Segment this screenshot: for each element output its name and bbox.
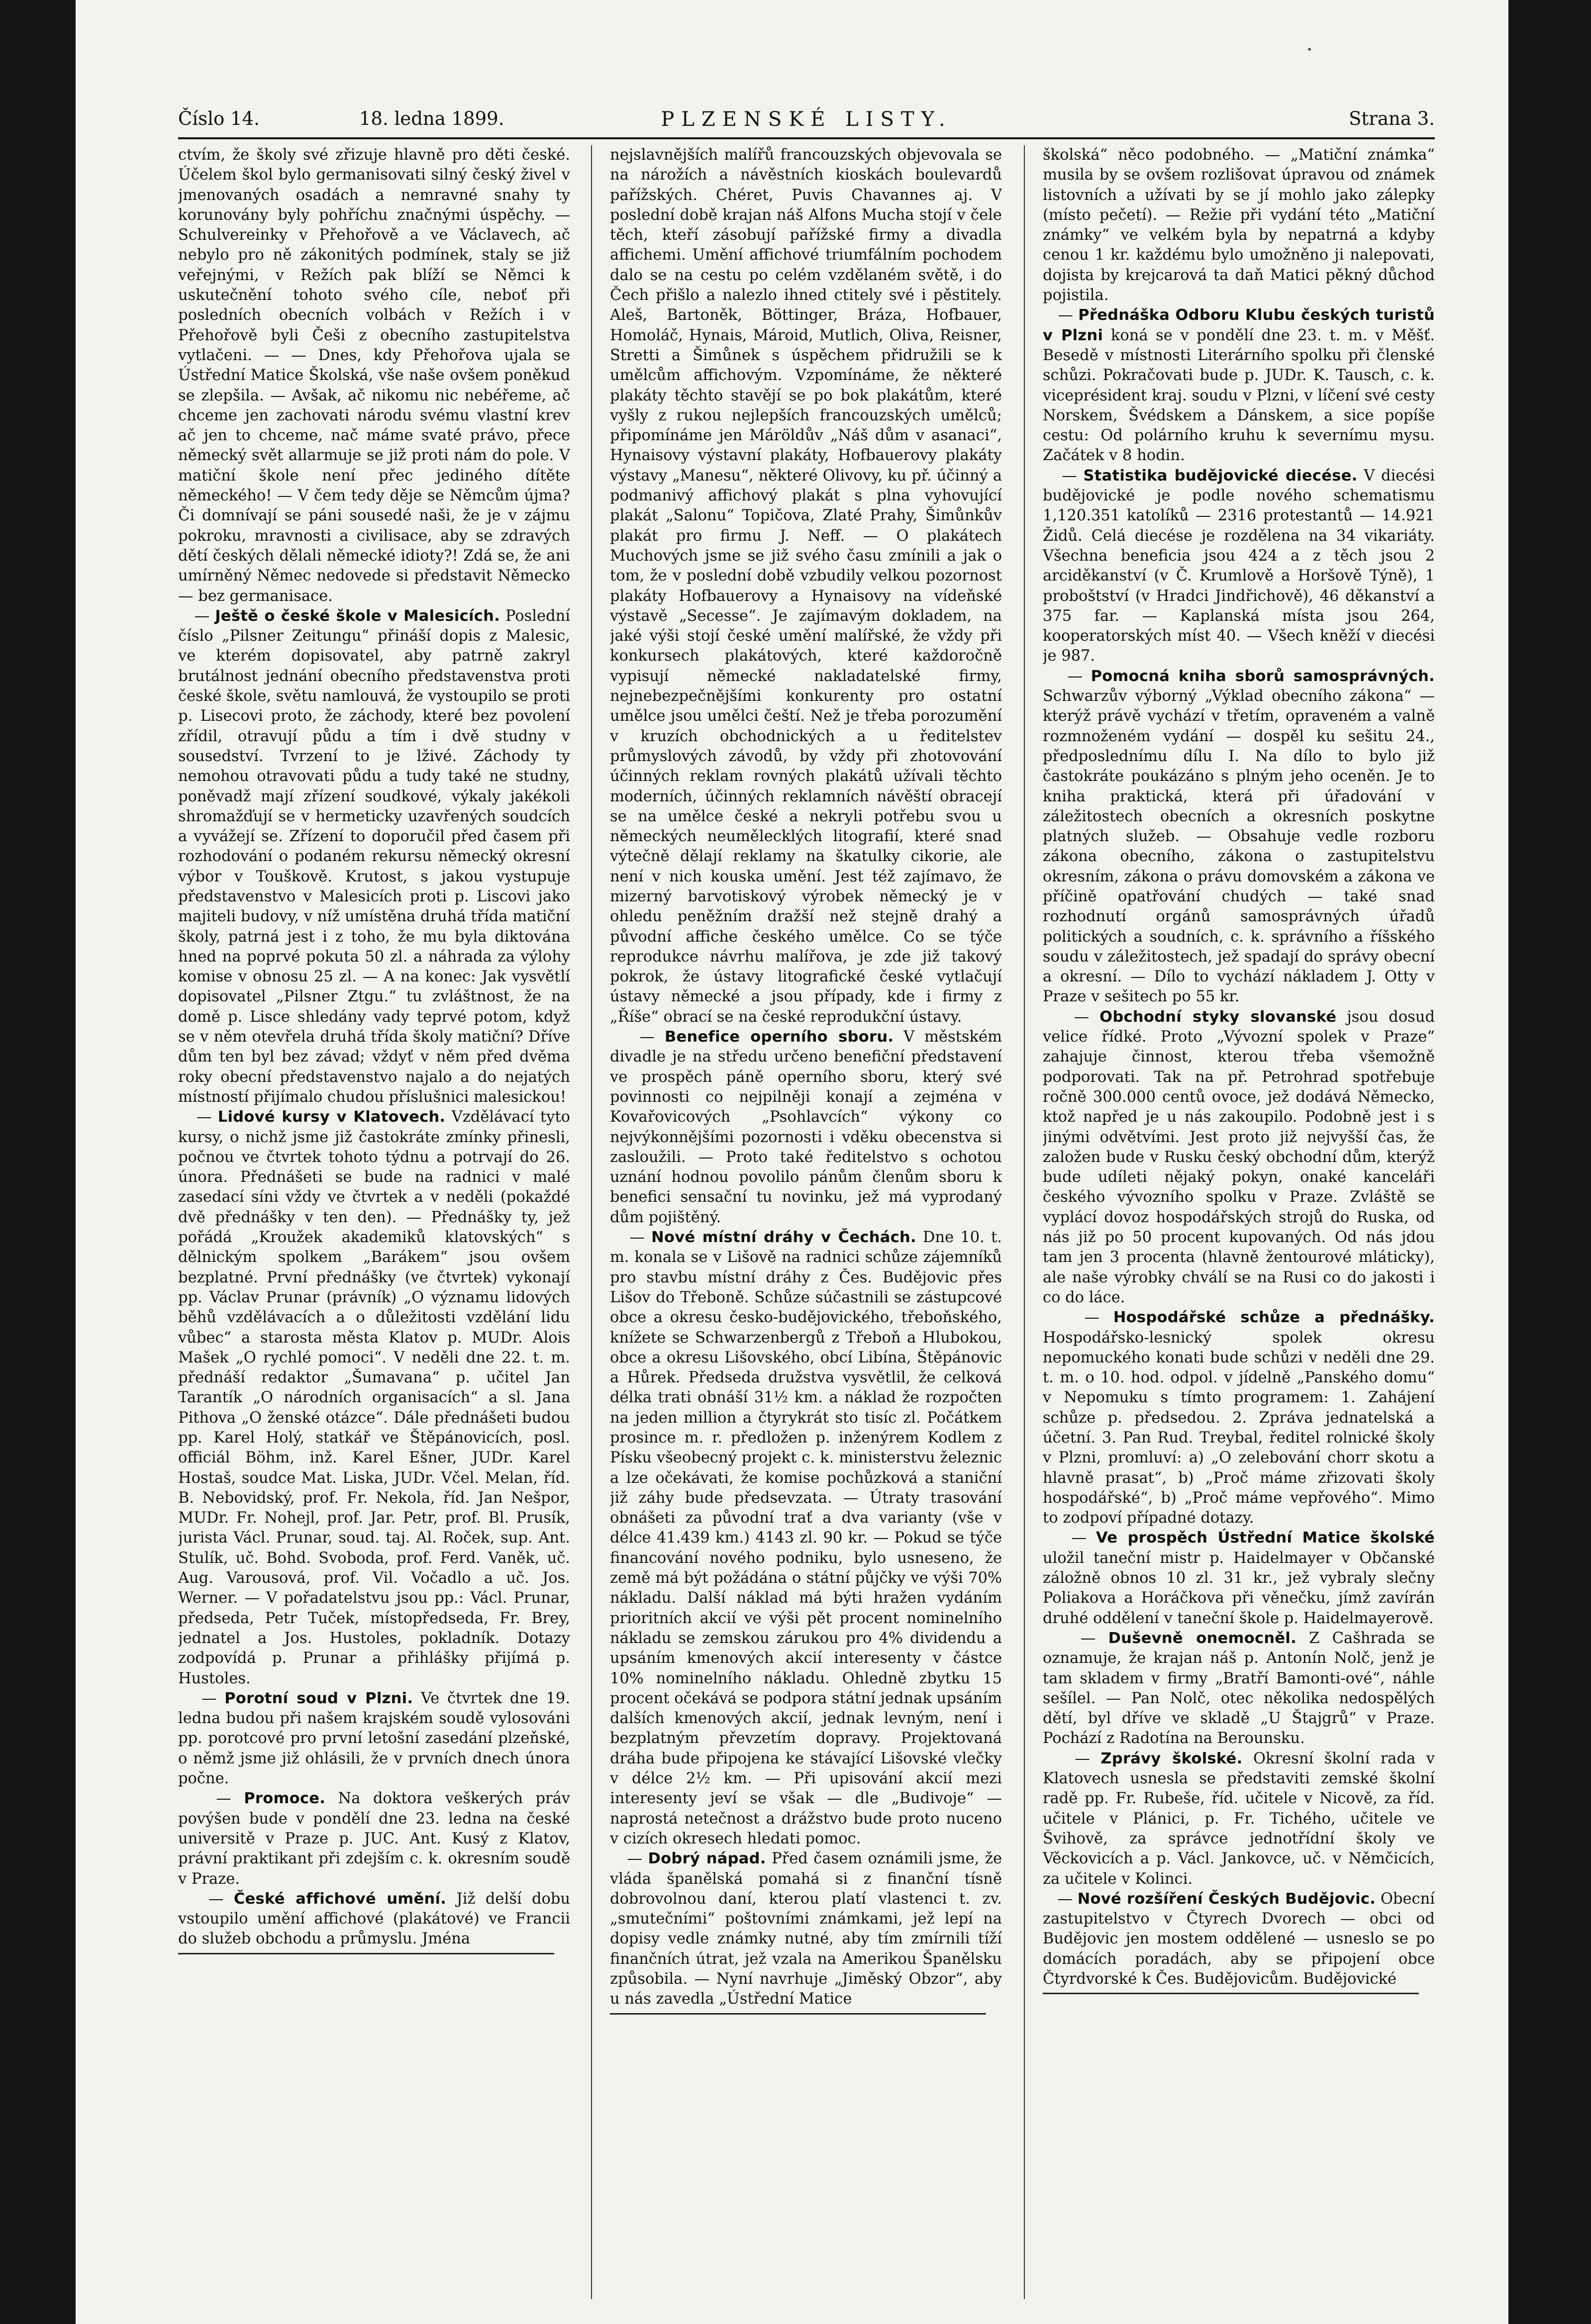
- article: [178, 1889, 570, 1949]
- article-dash: —: [1043, 1749, 1101, 1767]
- column-1: [178, 145, 570, 2304]
- article-text: koná se v pondělí dne 23. t. m. v Měšť. Besedě v místnosti Literárního spolku při členské schůzi. Pokračovati bude p. JUDr. K. Tausch, c. k. viceprésident kraj. soudu v Plzni, v líčení své cesty Norskem, Švédskem a Dánskem, a sice popíše cestu: Od polárního kruhu k severnímu mysu. Začátek v 8 hodin.: [1043, 326, 1435, 465]
- article-headline: Pomocná kniha sborů samosprávných.: [1091, 667, 1435, 685]
- article-dash: —: [1043, 1008, 1100, 1026]
- article-text: uložil taneční mistr p. Haidelmayer v Občanské záložně obnos 10 zl. 31 kr., jež vybraly slečny Poliakova a Horáčkova při věnečku, jímž zavírán druhé oddělení v taneční škole p. Haidelmayerově.: [1043, 1549, 1435, 1627]
- article-text: Ve čtvrtek dne 19. ledna budou při našem krajském soudě vylosováni pp. porotcové pro první letošní zasedání plzeňské, o němž jsme již ohlásili, že v prvních dnech února počne.: [178, 1689, 570, 1788]
- column-end-rule: [1043, 1993, 1419, 1994]
- article-headline: Promoce.: [244, 1790, 326, 1808]
- article-continuation: [178, 145, 570, 606]
- article: [610, 1228, 1002, 1849]
- article: [1043, 1308, 1435, 1528]
- article-text: ctvím, že školy své zřizuje hlavně pro děti české. Účelem škol bylo germanisovati silný český živel v jmenovaných osadách a nemravné snahy ty korunovány byly pohříchu značnými úspěchy. — Schulvereinky v Přehořově a ve Václavech, ač nebylo pro ně zákonitých podmínek, staly se již veřejnými, v Režích pak blíží se Němci k uskutečnění tohoto svého cíle, neboť při posledních obecních volbách v Režích i v Přehořově byli Češi z obecního zastupitelstva vytlačeni. — — Dnes, kdy Přehořova ujala se Ústřední Matice Školská, vše naše ovšem poněkud se zlepšila. — Avšak, ač nikomu nic nebéřeme, ač chceme jen zachovati národu svému vlastní krev ač jen to chceme, nač máme svaté právo, přece německý svět allarmuje se již proti nám do pole. V matiční škole není přec jediného dítěte německého! — V čem tedy děje se Němcům újma? Či domnívají se páni sousedé naši, že je v zájmu pokroku, mravnosti a civilisace, aby se zdravých dětí českých dělali německé idioty?! Zdá se, že ani umírněný Němec nedovede si představit Německo — bez germanisace.: [178, 146, 570, 605]
- article: [1043, 466, 1435, 667]
- article-text: Dne 10. t. m. konala se v Lišově na radnici schůze zájemníků pro stavbu místní dráhy z Čes. Budějovic přes Lišov do Třeboně. Schůze súčastnili se zástupcové obce a okresu česko-budějovického, třeboňského, knížete se Schwarzenbergů z Třeboň a Hlubokou, obce a okresu Lišovského, obcí Libína, Štěpánovic a Hůrek. Předseda družstva vysvětlil, že celková délka trati obnáší 31½ km. a náklad že rozpočten na jeden million a čtyrykrát sto tisíc zl. Počátkem prosince m. r. předložen p. inženýrem Kodlem z Písku všeobecný projekt c. k. ministerstvu železnic a lze očekávati, že komise pochůzková a staniční již záhy bude předsevzata. — Útraty trasování obnášeti za původní trať a dva varianty (vše v délce 41.439 km.) 4143 zl. 90 kr. — Pokud se týče financování nového podniku, bylo usneseno, že země má být požádána o státní půjčky ve výši 70% nákladu. Další náklad má býti hražen vydáním prioritních akcií ve výši pět procent nominelního nákladu se zemskou zárukou pro 4% dividendu a upsáním kmenových akcií interesenty v částce 10% nominelního nákladu. Ohledně zbytku 15 procent očekává se podpora státní jednak upsáním dalších kmenových akcií, jednak levným, není i bezplatným převzetím dopravy. Projektovaná dráha bude připojena ke stávající Lišovské vlečky v délce 2½ km. — Při upisování akcií mezi interesenty jeví se však — dle „Budivoje“ — naprostá netečnost a drážstvo bude proto nuceno v cizích okresech hledati pomoc.: [610, 1229, 1002, 1847]
- article-dash: —: [178, 607, 215, 625]
- article-dash: —: [1043, 1309, 1113, 1327]
- article-headline: Statistika budějovické diecése.: [1083, 467, 1358, 484]
- article: [610, 1849, 1002, 2009]
- article: [178, 1789, 570, 1889]
- article: [178, 1689, 570, 1789]
- column-2: [610, 145, 1002, 2304]
- article-text: V diecési budějovické je podle nového schematismu 1,120.351 katolíků — 2316 protestantů — 14.921 Židů. Celá diecése je rozdělena na 34 vikariáty. Všechna beneficia jsou 424 a z těch jsou 2 arciděkanství (v Č. Krumlově a Horšově Týně), 1 proboštství (v Hradci Jindřichově), 46 děkanství a 375 far. — Kaplanská místa jsou 264, kooperatorských míst 40. — Všech kněží v diecési je 987.: [1043, 467, 1435, 665]
- article-dash: —: [610, 1850, 648, 1868]
- article-headline: Lidové kursy v Klatovech.: [217, 1108, 446, 1126]
- article-headline: Porotní soud v Plzni.: [224, 1689, 413, 1707]
- article-text: Před časem oznámili jsme, že vláda španělská pomahá si z finanční tísně dobrovolnou daní, kterou platí vlastenci t. zv. „smutečními“ poštovními známkami, jež lepí na dopisy vedle známky nutné, aby tím zmírnili tíží finančních útrat, jež vzala na Amerikou Španělsku způsobila. — Nyní navrhuje „Jiměský Obzor“, aby u nás zavedla „Ústřední Matice: [610, 1850, 1002, 2008]
- article-headline: Benefice operního sboru.: [664, 1028, 894, 1046]
- article-continuation: [610, 145, 1002, 1027]
- article-headline: Hospodářské schůze a přednášky.: [1113, 1309, 1435, 1327]
- article: [178, 1107, 570, 1689]
- article-headline: Nové rozšíření Českých Budějovic.: [1077, 1890, 1376, 1908]
- article-dash: —: [610, 1028, 665, 1046]
- header-rule: [178, 137, 1435, 139]
- article: [1043, 1749, 1435, 1889]
- column-3: [1043, 145, 1435, 2304]
- article-headline: Zprávy školské.: [1100, 1749, 1243, 1767]
- article-text: Z Cašhrada se oznamuje, že krajan náš p. Antonín Nolč, jenž je tam skladem v firmy „Bratří Bamonti-ové“, náhle sešílel. — Pan Nolč, otec několika nedospělých dětí, byl dříve ve skladě „U Štajgrů“ v Praze. Pochází z Radotína na Berounsku.: [1043, 1629, 1435, 1747]
- article-text: školská“ něco podobného. — „Matiční známka“ musila by se ovšem rozlišovat úpravou od známek listovních a užívati by se jí mohlo jako zálepky (místo pečetí). — Režie při vydání této „Matiční známky“ ve velkém byla by nepatrná a kdyby cenou 1 kr. každému bylo umožněno ji nalepovati, dojista by krejcarová ta daň Matici pěkný důchod pojistila.: [1043, 146, 1435, 304]
- article-dash: —: [1043, 667, 1091, 685]
- article-text: Hospodářsko-lesnický spolek okresu nepomuckého konati bude schůzi v neděli dne 29. t. m. o 10. hod. odpol. v jídelně „Panského domu“ v Nepomuku s tímto programem: 1. Zahájení schůze p. předsedou. 2. Zpráva jednatelská a účetní. 3. Pan Rud. Treybal, ředitel rolnické školy v Plzni, promluví: a) „O zelebování chorr skotu a hlavně prasat“, b) „Proč máme zřizovati školy hospodářské“, b) „Proč máme vepřového“. Mimo to zodpoví případné dotazy.: [1043, 1329, 1435, 1527]
- article-dash: —: [1043, 1629, 1108, 1647]
- article-text: Obecní zastupitelstvo v Čtyrech Dvorech — obci od Budějovic jen mostem oddělené — usneslo se po domácích poradách, aby se připojení obce Čtyrdvorské k Čes. Budějovicům. Budějovické: [1043, 1890, 1435, 1988]
- page-number: Strana 3.: [1349, 108, 1435, 129]
- article-dash: —: [178, 1890, 234, 1908]
- article-dash: —: [1043, 306, 1079, 324]
- column-divider: [1024, 145, 1025, 2299]
- article: [1043, 667, 1435, 1007]
- column-end-rule: [178, 1953, 554, 1954]
- article-dash: —: [610, 1229, 652, 1247]
- article-headline: Obchodní styky slovanské: [1099, 1008, 1337, 1026]
- article-dash: —: [178, 1790, 244, 1808]
- article-headline: Nové místní dráhy v Čechách.: [651, 1229, 916, 1247]
- article-text: jsou dosud velice řídké. Proto „Vývozní spolek v Praze“ zahajuje činnost, kterou třeba všemožně podporovati. Tak na př. Petrohrad spotřebuje ročně 300.000 centů ovoce, jež dodává Německo, ktož napřed je u nás zakoupilo. Podobně jest i s jinými odvětvími. Jest proto již nejvyšší čas, že založen bude v Rusku český obchodní dům, kterýž bude udíleti nějaký pokyn, onaké kanceláři českého vývozního spolku v Praze. Zvláště se vyplácí dovoz hospodářských strojů do Ruska, od nás již po 50 procent kupovaných. Od nás jdou tam jen 3 procenta (hlavně žentourové mláticky), ale naše výrobky chválí se na Rusi co do jakosti i co do láce.: [1043, 1008, 1435, 1306]
- newspaper-page: [76, 0, 1508, 2324]
- column-divider: [591, 145, 592, 2299]
- column-end-rule: [610, 2013, 986, 2015]
- article: [1043, 1889, 1435, 1989]
- article: [1043, 305, 1435, 466]
- article-continuation: [1043, 145, 1435, 305]
- page-header: [178, 108, 1435, 136]
- newspaper-title: PLZENSKÉ LISTY.: [661, 108, 952, 131]
- article-headline: Duševně onemocněl.: [1108, 1629, 1296, 1647]
- article-headline: Přednáška Odboru Klubu českých turistů v Plzni: [1043, 306, 1435, 344]
- article-text: Poslední číslo „Pilsner Zeitungu“ přináší dopis z Malesic, ve kterém dopisovatel, aby patrně zakryl brutálnost jednání obecního představenstva proti české škole, světu namlouvá, že vystoupilo se proti p. Lisecovi proto, že záchody, které bez povolení zřídil, otravují půdu a tím i dvě studny v sousedství. Tvrzení to je lživé. Záchody ty nemohou otravovati půdu a tudy také ne studny, poněvadž mají zřízení soudkové, výkaly jakékoli shromažďují se v hermeticky uzavřených soudcích a vyvážejí se. Zřízení to doporučil před časem při rozhodování o podaném rekursu německý okresní výbor v Touškově. Krutost, s jakou vystupuje představenstvo v Malesicích proti p. Liscovi jako majiteli budovy, v níž umístěna druhá třída matiční školy, patrná jest i z toho, že mu byla diktována hned na poprvé pokuta 50 zl. a náhrada za výlohy komise v obnosu 25 zl. — A na konec: Jak vysvětlí dopisovatel „Pilsner Ztgu.“ tu zvláštnost, že na domě p. Lisce shledány vady teprvé potom, když se v něm otevřela druhá třída školy matiční? Dříve dům ten byl bez závad; vždyť v něm před dvěma roky obecní představenstvo najalo a do nejatých místností přijímalo chudou příslušnici malesickou!: [178, 607, 570, 1106]
- article-text: Na doktora veškerých práv povýšen bude v pondělí dne 23. ledna na české universitě v Praze p. JUC. Ant. Kusý z Klatov, právní praktikant při zdejším c. k. okresním soudě v Praze.: [178, 1790, 570, 1888]
- article: [610, 1027, 1002, 1228]
- ink-speck: [1308, 48, 1311, 51]
- article-headline: České affichové umění.: [233, 1890, 447, 1908]
- article: [1043, 1007, 1435, 1308]
- article-text: Okresní školní rada v Klatovech usnesla se představiti zemské školní radě pp. Fr. Rubeše, říd. učitele v Nicově, za říd. učitele v Plánici, p. Fr. Tichého, učitele ve Švihově, za správce jednotřídní školy ve Věckovicích a p. Václ. Jankovce, uč. v Němčicích, za učitele v Kolinci.: [1043, 1749, 1435, 1888]
- article-dash: —: [1043, 1890, 1078, 1908]
- article-text: Schwarzův výborný „Výklad obecního zákona“ — kterýž právě vychází v třetím, opraveném a valně rozmnoženém vydání — dospěl ku sešitu 24., předposlednímu dílu I. Na dílo to bylo již častokráte poukázáno s plným jeho oceněn. Je to kniha praktická, která při úřadování v záležitostech obecních a okresních poskytne platných služeb. — Obsahuje vedle rozboru zákona obecního, zákona o zastupitelstvu okresním, zákona o právu domovském a zákona ve příčině opatřování chudých — také snad rozhodnutí orgánů samosprávných úřadů politických a soudních, c. k. správního a říšského soudu v záležitostech, jež spadají do správy obecní a okresní. — Dílo to vychází nákladem J. Otty v Praze v sešitech po 55 kr.: [1043, 687, 1435, 1006]
- article-text: V městském divadle je na středu určeno benefiční představení ve prospěch páně operního sboru, který své povinnosti co nejpilněji konají a zejména v Kovařovicových „Psohlavcích“ výkony co nejvýkonnějšími pozornosti i vděku obecenstva si zasloužili. — Proto také ředitelstvo s ochotou uznání hodnou povolilo pánům členům sboru k benefici sensační tu novinku, jež má vyprodaný dům pojištěný.: [610, 1028, 1002, 1226]
- article-dash: —: [178, 1108, 218, 1126]
- article: [1043, 1528, 1435, 1628]
- article: [178, 606, 570, 1107]
- article-text: Vzdělávací tyto kursy, o nichž jsme již častokráte zmínky přinesli, počnou ve čtvrtek tohoto týdnu a potrvají do 26. února. Přednášeti se bude na radnici v malé zasedací síni vždy ve čtvrtek a v neděli (pokaždé dvě přednášky v ten den). — Přednášky ty, jež pořádá „Kroužek akademiků klatovských“ s dělnickým spolkem „Barákem“ jsou ovšem bezplatné. První přednášky (ve čtvrtek) vykonají pp. Václav Prunar (právník) „O významu lidových běhů vzdělávacích a o důležitosti vzdělání lidu vůbec“ a starosta města Klatov p. MUDr. Alois Mašek „O rychlé pomoci“. V neděli dne 22. t. m. přednáší redaktor „Šumavana“ p. učitel Jan Tarantík „O národních organisacích“ a sl. Jana Pithova „O ženské otázce“. Dále přednášeti budou pp. Karel Holý, statkář ve Štěpánovicích, posl. officiál Böhm, inž. Karel Ešner, JUDr. Karel Hostaš, soudce Mat. Liska, JUDr. Včel. Melan, říd. B. Nebovidský, prof. Fr. Nekola, říd. Jan Nešpor, MUDr. Fr. Nohejl, prof. Jar. Petr, prof. Bl. Prusík, jurista Václ. Prunar, soud. taj. Al. Roček, sup. Ant. Stulík, uč. Bohd. Svoboda, prof. Ferd. Vaněk, uč. Aug. Varousová, prof. Vil. Vočadlo a uč. Jos. Werner. — V pořadatelstvu jsou pp.: Václ. Prunar, předseda, Petr Tuček, místopředseda, Fr. Brey, jednatel a Jos. Hustoles, pokladník. Dotazy zodpovídá p. Prunar a přihlášky přijímá p. Hustoles.: [178, 1108, 570, 1687]
- article: [1043, 1629, 1435, 1749]
- article-headline: Dobrý nápad.: [648, 1850, 766, 1868]
- article-headline: Ve prospěch Ústřední Matice školské: [1096, 1529, 1435, 1547]
- article-dash: —: [178, 1689, 225, 1707]
- article-headline: Ještě o české škole v Malesicích.: [215, 607, 500, 625]
- article-text: Již delší dobu vstoupilo umění affichové (plakátové) ve Francii do služeb obchodu a průmyslu. Jména: [178, 1890, 570, 1948]
- issue-number: Číslo 14.: [178, 108, 260, 129]
- issue-date: 18. ledna 1899.: [359, 108, 504, 129]
- article-dash: —: [1043, 1529, 1096, 1547]
- article-dash: —: [1043, 467, 1084, 484]
- article-text: nejslavnějších malířů francouzských objevovala se na nárožích a návěstních kioskách boulevardů pařížských. Chéret, Puvis Chavannes aj. V poslední době krajan náš Alfons Mucha stojí v čele těch, kteří zásobují pařížské firmy a divadla affichemi. Umění affichové triumfálním pochodem dalo se na cestu po celém vzdělaném světě, i do Čech přišlo a nalezlo ihned ctitely své i pěstitely. Aleš, Bartoněk, Böttinger, Bráza, Hofbauer, Homoláč, Hynais, Mároid, Mutlich, Oliva, Reisner, Stretti a Šimůnek s úspěchem přidružili se k umělcům affichovým. Vzpomínáme, že některé plakáty těchto stavějí se po bok plakátům, které vyšly z rukou nejlepších francouzských umělců; připomínáme jen Máröldův „Náš dům v asanaci“, Hynaisovy výstavní plakáty, Hofbauerovy plakáty výstavy „Manesu“, některé Olivovy, ku př. účinný a podmanivý affichový plakát s plna vyhovující plakát „Salonu“ Topičova, Zlaté Prahy, Šimůnkův plakát pro firmu J. Neff. — O plakátech Muchových jsme se již svého času zmínili a jak o tom, že v poslední době vzbudily velkou pozornost plakáty Hofbauerovy a Hynaisovy na vídeňské výstavě „Secesse“. Je zajímavým dokladem, na jaké výši stojí české umění malířské, že vždy při konkursech plakátových, které každoročně vypisují německé nakladatelské firmy, nejnebezpečnějšími konkurenty pro ostatní umělce jsou umělci čeští. Než je třeba porozumění v kruzích obchodnických a u ředitelstev průmyslových závodů, by vždy při zhotovování účinných reklam rovných plakátů užívali těchto moderních, účinných reklamních návěští obracejí se na umělce české a nekryli potřebu svou u německých neumělecklých litografií, které snad výtečně dělají reklamy na škatulky cikorie, ale není v nich kouska umění. Jest též zajímavo, že mizerný barvotiskový výrobek německý je v ohledu peněžním dražší než stejně drahý a původní affiche českého umělce. Co se týče reprodukce návrhu malířova, je zde již takový pokrok, že ústavy litografické české vytlačují ústavy německé a jsou případy, kde i firmy z „Říše“ obrací se na české reprodukční ústavy.: [610, 146, 1002, 1026]
